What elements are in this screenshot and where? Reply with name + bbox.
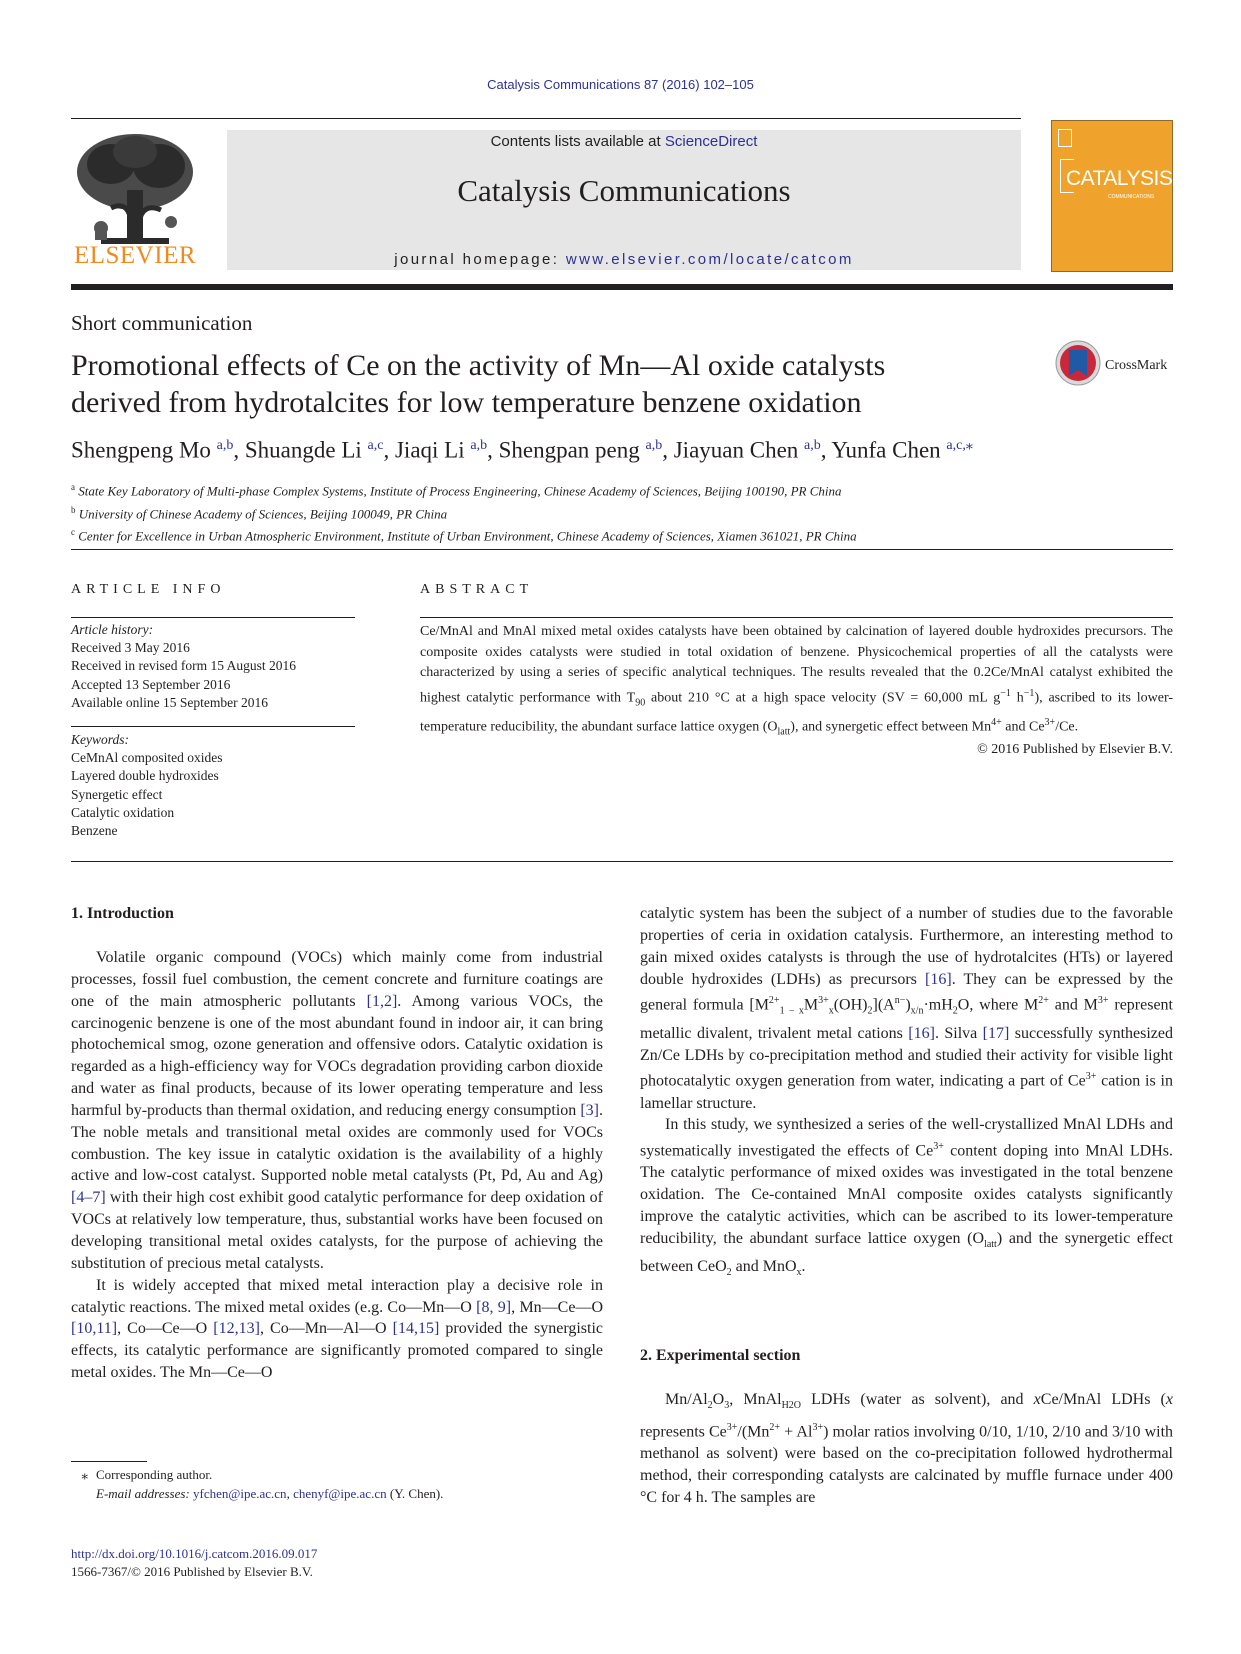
sciencedirect-link[interactable]: ScienceDirect xyxy=(664,133,758,150)
body-top-rule xyxy=(71,861,1173,862)
citation-link[interactable]: [4–7] xyxy=(71,1189,106,1207)
intro-paragraph-3: catalytic system has been the subject of a number of studies due to the favorable properties of ceria in oxidation catalysis. Furthermore, an interesting method to gain mixed oxides catalysts is through the use of hydrotalcites (HTs) or layered double hydroxides (LDHs) as precursors [16]. They can be expressed by the general formula $[M^{2+}_{1 - x}M^{3+}_x(OH)_2](A^{n-})_{x/n}\cdot mH_2O$, where $M^{2+}$ and $M^{3+}$ represent metallic divalent, trivalent metal cations [16]. Silva [17] successfully synthesized Zn/Ce LDHs by co-precipitation method and studied their activity for visible light photocatalytic oxygen generation from water, indicating a part of $Ce^{3+}$ cation is in lamellar structure. xyxy=(640,905,1173,1112)
citation-link[interactable]: [3] xyxy=(580,1101,599,1119)
keyword-item: Synergetic effect xyxy=(71,786,163,802)
journal-cover-thumbnail[interactable] xyxy=(1051,120,1173,272)
article-title xyxy=(71,347,971,421)
abstract-copyright: © 2016 Published by Elsevier B.V. xyxy=(977,742,1173,757)
citation-link[interactable]: [12,13] xyxy=(213,1320,260,1338)
email-link[interactable]: chenyf@ipe.ac.cn xyxy=(293,1485,387,1501)
author-affiliation-marks[interactable]: a,c,⁎ xyxy=(946,438,973,453)
issn-line: 1566-7367/© 2016 Published by Elsevier B.V. xyxy=(71,1564,313,1579)
citation-link[interactable]: [16] xyxy=(908,1024,935,1042)
affiliation-item: $^b$ University of Chinese Academy of Sciences, Beijing 100049, PR China xyxy=(71,504,448,521)
article-info-heading: ARTICLE INFO xyxy=(71,582,226,597)
author-list: Shengpeng Mo $^{a,b}$, Shuangde Li $^{a,c}$, Jiaqi Li $^{a,b}$, Shengpan peng $^{a,b}$, Jiayuan Chen $^{a,b}$, Yunfa Chen $^{a,c,⁎}$ xyxy=(71,437,973,463)
experimental-text xyxy=(640,1389,1173,1509)
affiliation-item: $^c$ Center for Excellence in Urban Atmospheric Environment, Institute of Urban Environment, Chinese Academy of Sciences, Xiamen 361021, PR China xyxy=(71,527,857,544)
abstract-heading: ABSTRACT xyxy=(420,582,534,597)
intro-paragraph-2: It is widely accepted that mixed metal interaction play a decisive role in catalytic reactions. The mixed metal oxides (e.g. Co—Mn—O [8, 9], Mn—Ce—O [10,11], Co—Ce—O [12,13], Co—Mn—Al—O [14,15] provided the synergistic effects, its catalytic performance are significantly promoted compared to single metal oxides. The Mn—Ce—O xyxy=(71,1276,604,1382)
author-name: Yunfa Chen xyxy=(831,437,941,463)
elsevier-logo xyxy=(71,130,199,270)
experimental-paragraph-1: $Mn/Al_2O_3$, MnAl$_{H2O}$ LDHs (water as solvent), and xCe/MnAl LDHs (x represents $Ce^{3+}/(Mn^{2+} + Al^{3+})$ molar ratios involving 0/10, 1/10, 2/10 and 3/10 with methanol as solvent) were based on the co-precipitation followed hydrothermal method, their corresponding catalysts are calcinated by muffle furnace under 400 °C for 4 h. The samples are xyxy=(640,1391,1174,1506)
keyword-item: Benzene xyxy=(71,823,118,839)
affiliation-item: $^a$ State Key Laboratory of Multi-phase Complex Systems, Institute of Process Engineering, Chinese Academy of Sciences, Beijing 100190, PR China xyxy=(71,482,842,499)
crossmark-label: CrossMark xyxy=(1105,358,1168,373)
author-name: Shuangde Li xyxy=(244,437,362,463)
abstract-text: Ce/MnAl and MnAl mixed metal oxides catalysts have been obtained by calcination of layered double hydroxides precursors. The composite oxides catalysts were studied in total oxidation of benzene. Physicochemical properties of all the catalysts were characterized by using a series of specific analytical techniques. The results revealed that the 0.2Ce/MnAl catalyst exhibited the highest catalytic performance with $T_{90}$ about 210 °C at a high space velocity (SV = 60,000 mL $g^{-1}$ $h^{-1}$), ascribed to its lower-temperature reducibility, the abundant surface lattice oxygen $(O_{latt})$, and synergetic effect between $Mn^{4+}$ and $Ce^{3+}/Ce$. xyxy=(420,624,1174,738)
header-thick-rule xyxy=(71,284,1173,290)
page-footer xyxy=(71,1545,317,1581)
author-affiliation-marks[interactable]: a,c xyxy=(367,438,384,453)
elsevier-wordmark: ELSEVIER xyxy=(73,242,197,269)
crossmark-icon xyxy=(1055,340,1101,386)
keyword-item: Catalytic oxidation xyxy=(71,804,175,820)
right-column-text xyxy=(640,903,1173,1284)
author-name: Jiaqi Li xyxy=(394,437,465,463)
affiliations xyxy=(71,478,857,546)
history-label: Article history: xyxy=(71,622,154,637)
contents-line: Contents lists available at ScienceDirect xyxy=(490,133,758,150)
author-affiliation-marks[interactable]: a,b xyxy=(216,438,234,453)
author-affiliation-marks[interactable]: a,b xyxy=(804,438,821,453)
email-link[interactable]: yfchen@ipe.ac.cn xyxy=(193,1485,287,1501)
keywords-rule xyxy=(71,726,355,727)
history-item: Available online 15 September 2016 xyxy=(71,694,268,710)
keyword-item: CeMnAl composited oxides xyxy=(71,750,223,766)
citation-link[interactable]: [8, 9] xyxy=(476,1298,512,1316)
keyword-item: Layered double hydroxides xyxy=(71,768,219,784)
crossmark-badge[interactable] xyxy=(1055,340,1175,388)
intro-paragraph-4: In this study, we synthesized a series of the well-crystallized MnAl LDHs and systematically investigated the effects of $Ce^{3+}$ content doping into MnAl LDHs. The catalytic performance of mixed oxides was investigated in the total benzene oxidation. The Ce-contained MnAl composite oxides catalysts significantly improve the catalytic activities, which can be ascribed to its lower-temperature reducibility, the abundant surface lattice oxygen $(O_{latt})$ and the synergetic effect between CeO$_2$ and MnO$_x$. xyxy=(640,1116,1174,1279)
section-heading-introduction: 1. Introduction xyxy=(71,905,174,922)
citation-link[interactable]: [1,2] xyxy=(366,992,398,1010)
history-item: Received in revised form 15 August 2016 xyxy=(71,658,296,674)
history-item: Accepted 13 September 2016 xyxy=(71,676,231,692)
journal-title: Catalysis Communications xyxy=(457,173,791,208)
article-type: Short communication xyxy=(71,311,253,335)
keywords-label: Keywords: xyxy=(71,732,129,747)
author-affiliation-marks[interactable]: a,b xyxy=(470,438,488,453)
article-info-rule xyxy=(71,617,355,618)
section-heading-experimental: 2. Experimental section xyxy=(640,1347,801,1364)
author-name: Jiayuan Chen xyxy=(673,437,799,463)
cover-title: CATALYSIS xyxy=(1066,167,1173,190)
cover-logo-box xyxy=(1058,129,1072,147)
title-line-2: derived from hydrotalcites for low temperature benzene oxidation xyxy=(71,386,862,419)
citation-link[interactable]: [16] xyxy=(925,970,952,988)
title-line-1: Promotional effects of Ce on the activity of Mn—Al oxide catalysts xyxy=(71,349,886,382)
journal-homepage: journal homepage: www.elsevier.com/locate/catcom xyxy=(394,251,854,268)
citation-link[interactable]: [17] xyxy=(982,1024,1010,1042)
abstract-rule xyxy=(420,617,1173,618)
keywords xyxy=(71,731,223,840)
footnote-rule xyxy=(71,1461,147,1462)
author-affiliation-marks[interactable]: a,b xyxy=(645,438,663,453)
header-top-rule xyxy=(71,118,1021,119)
journal-reference[interactable]: Catalysis Communications 87 (2016) 102–105 xyxy=(487,77,754,92)
citation-link[interactable]: [10,11] xyxy=(71,1320,118,1338)
footnote-line-1: ⁎ Corresponding author. xyxy=(81,1467,213,1482)
history-item: Received 3 May 2016 xyxy=(71,640,190,656)
doi-link[interactable]: http://dx.doi.org/10.1016/j.catcom.2016.09.017 xyxy=(71,1546,318,1561)
homepage-link[interactable]: www.elsevier.com/locate/catcom xyxy=(565,251,854,268)
footnote-line-2: E-mail addresses: yfchen@ipe.ac.cn, chenyf@ipe.ac.cn (Y. Chen). xyxy=(96,1485,444,1501)
article-history xyxy=(71,621,296,712)
citation-link[interactable]: [14,15] xyxy=(392,1320,440,1338)
author-name: Shengpan peng xyxy=(498,437,640,463)
cover-subtitle: COMMUNICATIONS xyxy=(1108,194,1155,200)
affiliation-rule xyxy=(71,549,1173,550)
left-column-text xyxy=(71,947,603,1384)
intro-paragraph-1: Volatile organic compound (VOCs) which mainly come from industrial processes, fossil fuel combustion, the cement concrete and furniture coatings are one of the main atmospheric pollutants [1,2]. Among various VOCs, the carcinogenic benzene is one of the most abundant found in indoor air, it can bring photochemical smog, ozone generation and offensive odors. Catalytic oxidation is regarded as a high-efficiency way for VOCs degradation providing carbon dioxide and water as final products, because of its lower operating temperature and less harmful by-products than thermal oxidation, and reducing energy consumption [3]. The noble metals and transitional metal oxides are commonly used for VOCs combustion. The key issue in catalytic oxidation is the availability of a highly active and low-cost catalyst. Supported noble metal catalysts (Pt, Pd, Au and Ag) [4–7] with their high cost exhibit good catalytic performance for deep oxidation of VOCs at relatively low temperature, thus, substantial works have been focused on developing transitional metal oxides catalysts, for the purpose of achieving the substitution of precious metal catalysts. xyxy=(71,949,603,1272)
author-name: Shengpeng Mo xyxy=(71,437,211,463)
corresponding-author-footnote xyxy=(71,1466,443,1503)
